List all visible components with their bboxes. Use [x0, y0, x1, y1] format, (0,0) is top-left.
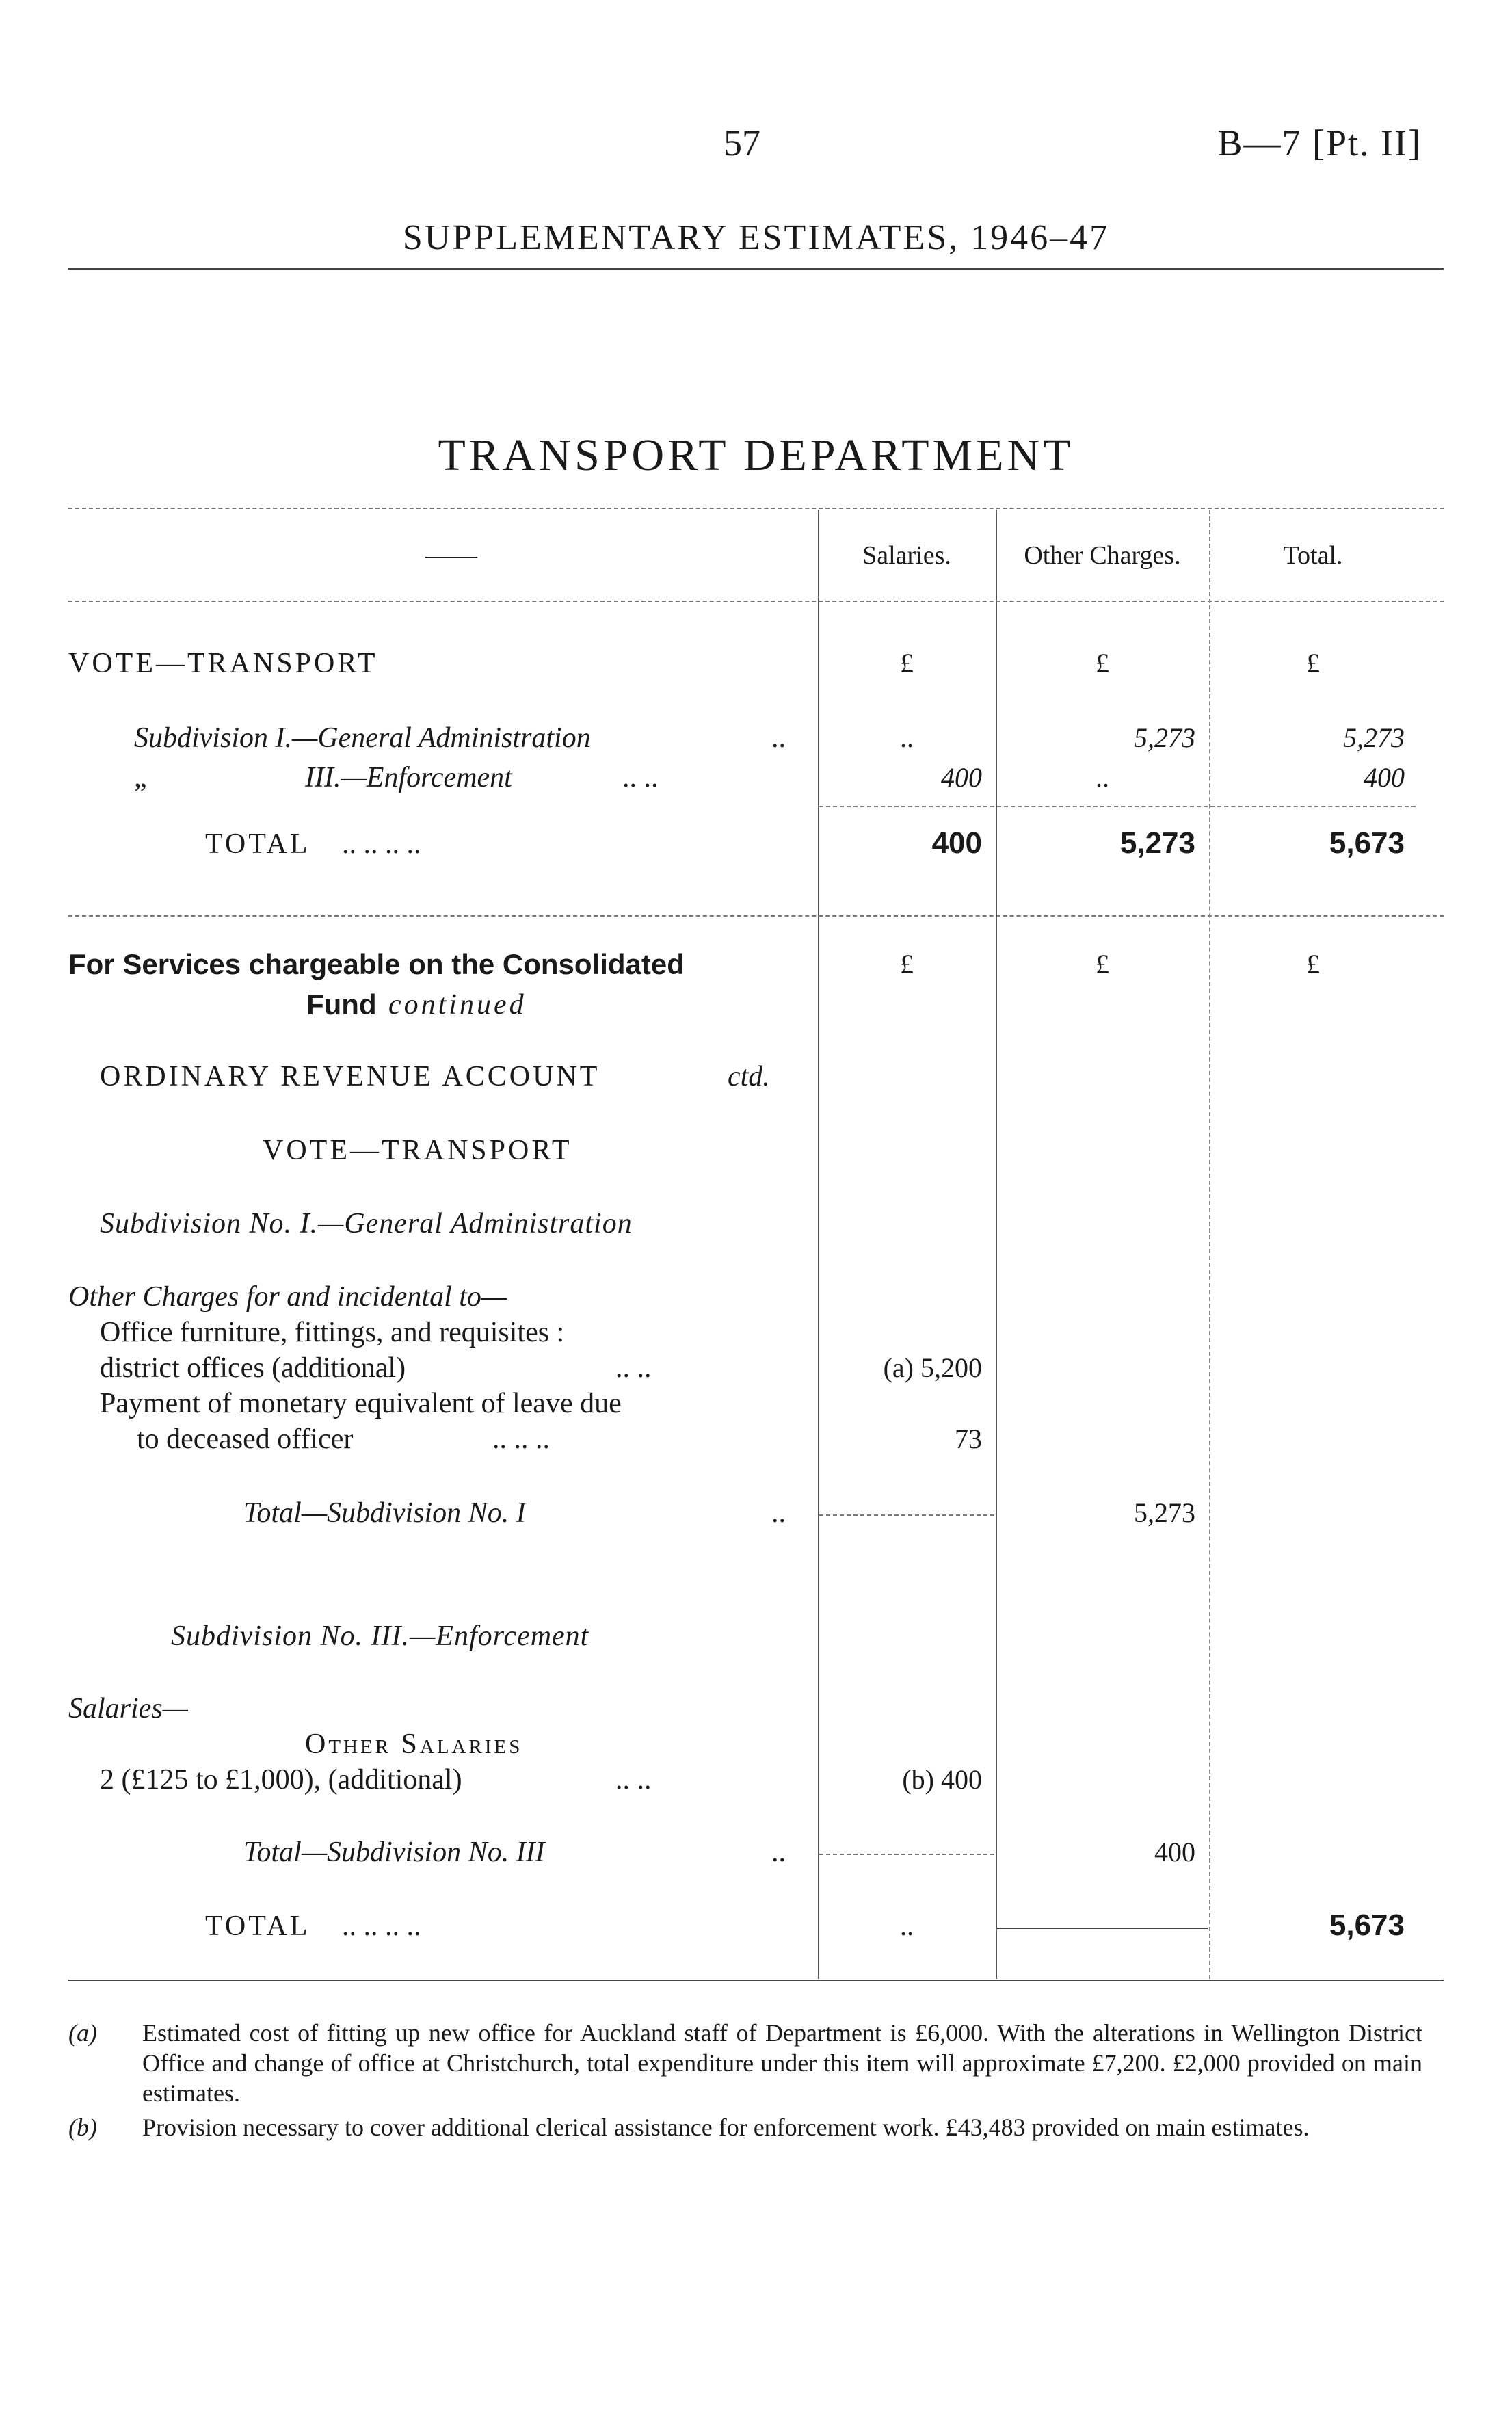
department-title: TRANSPORT DEPARTMENT: [438, 430, 1074, 480]
detail-currency-other: £: [1096, 949, 1109, 980]
header-other-charges: Other Charges.: [1024, 541, 1181, 570]
footnote-a: [68, 2018, 1422, 2108]
detail-vote-title: VOTE—TRANSPORT: [263, 1135, 572, 1166]
summary-vote-title: VOTE—TRANSPORT: [68, 648, 378, 679]
header-bottom-rule: [68, 601, 1444, 602]
grand-total-salaries: ..: [900, 1910, 914, 1941]
total-subdivision-1-rule: [819, 1514, 994, 1516]
summary-row-1-other: 5,273: [1134, 722, 1195, 753]
summary-currency-other: £: [1096, 648, 1109, 679]
item-2-line-2: to deceased officer: [137, 1423, 354, 1455]
grand-total-label: TOTAL: [205, 1910, 310, 1942]
salary-dots: .. ..: [615, 1764, 652, 1796]
summary-row-1-salaries: ..: [900, 722, 914, 753]
summary-row-2-total: 400: [1364, 762, 1405, 793]
subdivision-3-heading: Subdivision No. III.—Enforcement: [171, 1620, 589, 1652]
item-1-dots: .. ..: [615, 1352, 652, 1384]
summary-total-total: 5,673: [1329, 826, 1405, 860]
summary-total-label: TOTAL: [205, 828, 310, 860]
subdivision-1-heading: Subdivision No. I.—General Administration: [100, 1208, 633, 1239]
total-subdivision-1-label: Total—Subdivision No. I: [243, 1497, 526, 1529]
salary-value: (b) 400: [902, 1764, 982, 1795]
account-title-suffix: ctd.: [728, 1061, 770, 1092]
summary-bottom-rule: [68, 915, 1444, 917]
other-salaries-heading: Other Salaries: [305, 1729, 523, 1760]
item-1-value: (a) 5,200: [883, 1352, 982, 1383]
summary-row-2-other: ..: [1096, 762, 1109, 793]
summary-row-2-label: III.—Enforcement: [305, 762, 512, 793]
header-blank: ——: [425, 541, 477, 570]
table-bottom-rule: [68, 1980, 1444, 1981]
total-subdivision-1-dots: ..: [771, 1497, 786, 1529]
detail-heading-line-1: For Services chargeable on the Consolidated: [68, 948, 685, 980]
item-1-line-1: Office furniture, fittings, and requisites :: [100, 1317, 565, 1348]
summary-total-rule-total: [1210, 806, 1416, 807]
header-total: Total.: [1283, 541, 1343, 570]
detail-currency-total: £: [1306, 949, 1320, 980]
summary-total-rule-salaries: [819, 806, 994, 807]
footnote-b-text: Provision necessary to cover additional clerical assistance for enforcement work. £43,483 provided on main estimates.: [142, 2114, 1310, 2141]
summary-row-1-dots: ..: [771, 722, 786, 754]
table-top-rule: [68, 508, 1444, 509]
item-2-value: 73: [955, 1423, 982, 1454]
total-subdivision-3-dots: ..: [771, 1837, 786, 1868]
grand-total-dots: .. .. .. ..: [342, 1910, 421, 1942]
salaries-heading: Salaries—: [68, 1693, 189, 1724]
total-subdivision-3-rule: [819, 1854, 994, 1855]
summary-total-other: 5,273: [1119, 826, 1195, 860]
item-1-line-2: district offices (additional): [100, 1352, 406, 1384]
total-subdivision-3-value: 400: [1154, 1837, 1195, 1867]
summary-total-salaries: 400: [931, 826, 982, 860]
summary-currency-salaries: £: [900, 648, 914, 679]
item-2-dots: .. .. ..: [492, 1423, 550, 1455]
summary-row-2-salaries: 400: [941, 762, 982, 793]
grand-total-value: 5,673: [1329, 1908, 1405, 1942]
summary-total-dots: .. .. .. ..: [342, 828, 421, 860]
item-2-line-1: Payment of monetary equivalent of leave due: [100, 1388, 622, 1419]
total-subdivision-3-label: Total—Subdivision No. III: [243, 1837, 545, 1868]
detail-currency-salaries: £: [900, 949, 914, 980]
footnote-b-mark: (b): [68, 2114, 97, 2141]
document-code: B—7 [Pt. II]: [1217, 122, 1422, 163]
detail-heading-continued: continued: [388, 989, 527, 1021]
total-subdivision-1-value: 5,273: [1134, 1497, 1195, 1528]
summary-row-1-total: 5,273: [1343, 722, 1405, 753]
detail-heading-line-2: Fund: [306, 988, 377, 1021]
header-salaries: Salaries.: [862, 541, 951, 570]
footnote-a-text: Estimated cost of fitting up new office for Auckland staff of Department is £6,000. With the alterations in Wellington District Office and change of office at Christchurch, total expenditure under this item will approximate £7,200. £2,000 provided on main estimates.: [142, 2019, 1422, 2107]
salary-line: 2 (£125 to £1,000), (additional): [100, 1764, 462, 1796]
summary-row-1-label: Subdivision I.—General Administration: [134, 722, 591, 754]
footnote-a-mark: (a): [68, 2019, 97, 2047]
summary-row-2-dots: .. ..: [622, 762, 659, 793]
other-charges-heading: Other Charges for and incidental to—: [68, 1281, 507, 1313]
account-title: ORDINARY REVENUE ACCOUNT: [100, 1061, 600, 1092]
footnote-b: [68, 2112, 1422, 2142]
grand-total-rule-other: [997, 1928, 1208, 1929]
summary-currency-total: £: [1306, 648, 1320, 679]
header-rule: [68, 268, 1444, 270]
summary-row-2-prefix: „: [134, 762, 147, 793]
summary-total-rule-other: [997, 806, 1208, 807]
page-number: 57: [724, 122, 760, 163]
document-title: SUPPLEMENTARY ESTIMATES, 1946–47: [402, 218, 1110, 257]
